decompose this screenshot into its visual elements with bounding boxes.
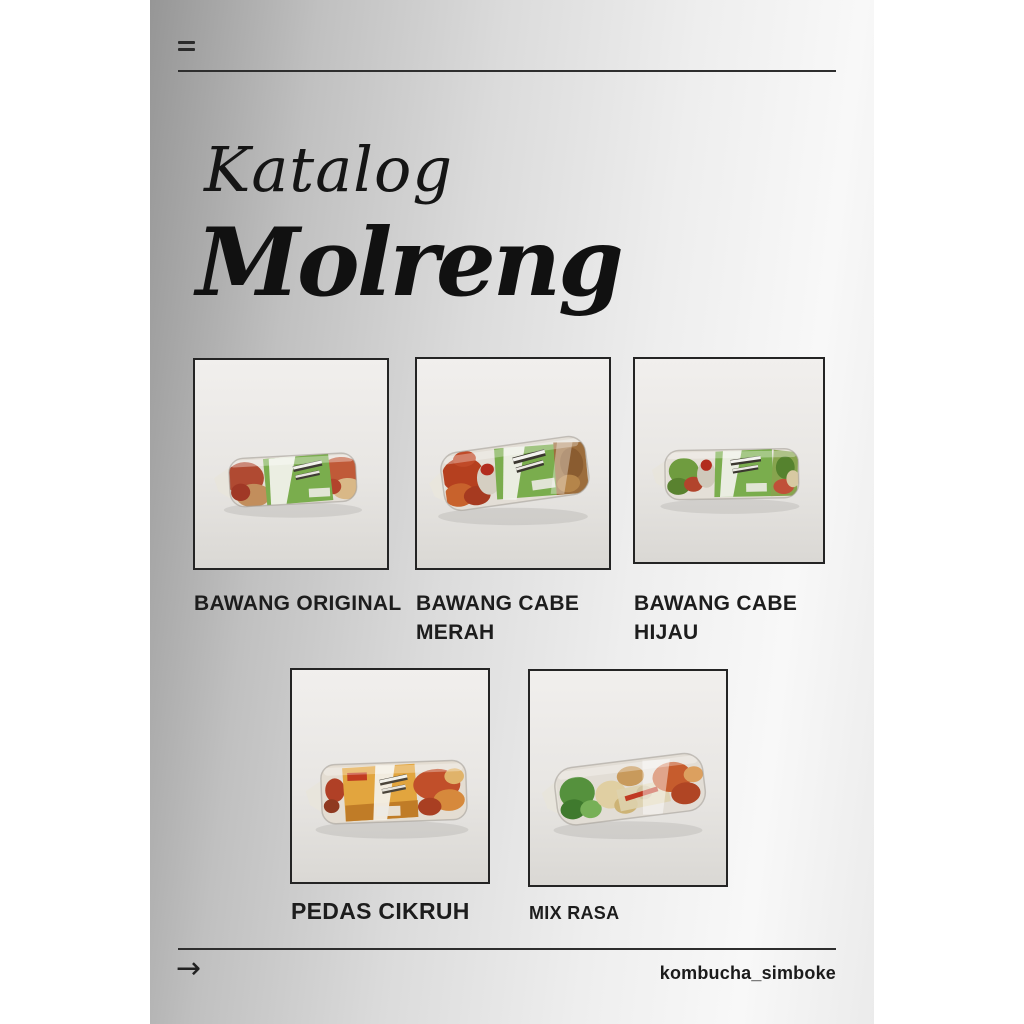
product-card-bawang-cabe-hijau (633, 357, 825, 564)
product-card-mix-rasa (528, 669, 728, 887)
header-divider (178, 70, 836, 72)
product-photo (195, 360, 387, 568)
product-label: BAWANG CABE HIJAU (634, 592, 798, 644)
product-label: BAWANG ORIGINAL (194, 592, 402, 615)
footer-divider (178, 948, 836, 950)
product-label: PEDAS CIKRUH (291, 898, 470, 924)
product-card-bawang-cabe-merah (415, 357, 611, 570)
social-handle: kombucha_simboke (659, 963, 836, 983)
snack-package-illustration (292, 670, 488, 882)
snack-package-illustration (530, 671, 726, 885)
arrow-right-icon[interactable]: → (176, 951, 202, 986)
poster-background (150, 0, 874, 1024)
hamburger-menu-icon[interactable] (178, 41, 195, 55)
product-photo (530, 671, 726, 885)
product-label: BAWANG CABE MERAH (416, 592, 580, 644)
snack-package-illustration (635, 359, 823, 562)
product-photo (635, 359, 823, 562)
catalog-script-title: Katalog (204, 133, 454, 206)
menu-bar (178, 48, 195, 51)
menu-bar (178, 41, 195, 44)
brand-title: Molreng (196, 208, 621, 318)
product-label: MIX RASA (529, 903, 620, 923)
product-card-pedas-cikruh (290, 668, 490, 884)
snack-package-illustration (417, 359, 609, 568)
snack-package-illustration (195, 360, 387, 568)
product-card-bawang-original (193, 358, 389, 570)
product-photo (417, 359, 609, 568)
product-photo (292, 670, 488, 882)
